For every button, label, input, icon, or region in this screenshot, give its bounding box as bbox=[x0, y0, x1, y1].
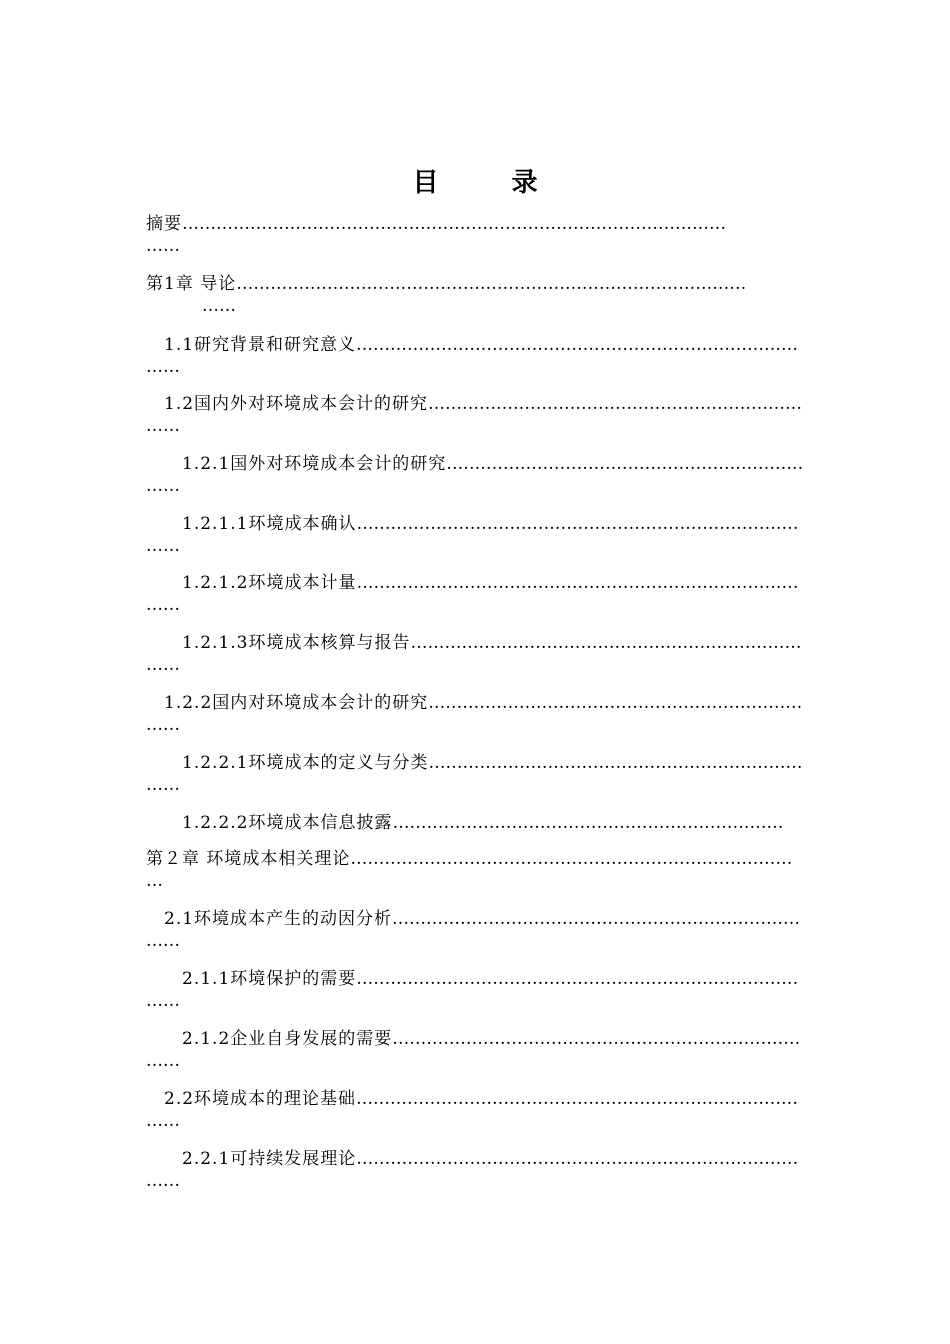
toc-leader-dots: ………………………………………………………… bbox=[428, 693, 803, 713]
toc-entry-1-2-2[interactable] bbox=[146, 692, 806, 736]
toc-leader-dots: …………………………………………………………… bbox=[392, 813, 784, 833]
toc-entry-label: 1.2.1.2环境成本计量 bbox=[182, 573, 357, 593]
toc-entry-2-1-2[interactable] bbox=[146, 1028, 806, 1072]
toc-leader-dots-continued: …… bbox=[146, 715, 180, 735]
toc-entry-1-2-1-1[interactable] bbox=[146, 513, 806, 557]
toc-entry-2-2-1[interactable] bbox=[146, 1148, 806, 1192]
toc-entry-2-2[interactable] bbox=[146, 1088, 806, 1132]
toc-entry-1-2-1-2[interactable] bbox=[146, 572, 806, 616]
toc-leader-dots: …………………………………………………………………… bbox=[356, 1089, 799, 1109]
toc-leader-dots-continued: …… bbox=[146, 476, 180, 496]
toc-leader-dots: ………………………………………………………… bbox=[428, 753, 803, 773]
toc-entry-label: 1.2.2.1环境成本的定义与分类 bbox=[182, 753, 429, 773]
toc-entry-1-1[interactable] bbox=[146, 334, 806, 378]
toc-leader-dots-continued: …… bbox=[146, 931, 180, 951]
toc-entry-label: 1.2国内外对环境成本会计的研究 bbox=[164, 394, 429, 414]
toc-leader-dots: ……………………………………………………… bbox=[446, 454, 804, 474]
toc-entry-abstract[interactable] bbox=[146, 213, 806, 257]
toc-leader-dots-continued: …… bbox=[146, 536, 180, 556]
toc-leader-dots-continued: …… bbox=[146, 991, 180, 1011]
toc-entry-label: 第２章 环境成本相关理论 bbox=[146, 849, 351, 869]
toc-entry-1-2[interactable] bbox=[146, 393, 806, 437]
toc-leader-dots-continued: …… bbox=[146, 416, 180, 436]
toc-entry-chapter-1[interactable] bbox=[146, 273, 806, 317]
toc-leader-dots: …………………………………………………………………… bbox=[356, 335, 799, 355]
page-title: 目 录 bbox=[412, 168, 570, 198]
toc-leader-dots-continued: …… bbox=[146, 775, 180, 795]
toc-leader-dots-continued: …… bbox=[146, 357, 180, 377]
toc-entry-label: 1.2.2国内对环境成本会计的研究 bbox=[164, 693, 429, 713]
toc-leader-dots-continued: …… bbox=[146, 1171, 180, 1191]
toc-entry-label: 2.2环境成本的理论基础 bbox=[164, 1089, 357, 1109]
toc-leader-dots: …………………………………………………………………… bbox=[350, 849, 793, 869]
toc-entry-label: 2.2.1可持续发展理论 bbox=[182, 1149, 357, 1169]
toc-entry-chapter-2[interactable] bbox=[146, 848, 806, 892]
toc-leader-dots: …………………………………………………………………… bbox=[356, 514, 799, 534]
toc-leader-dots-continued: … bbox=[146, 871, 163, 891]
toc-entry-label: 2.1.1环境保护的需要 bbox=[182, 969, 357, 989]
toc-entry-label: 1.2.2.2环境成本信息披露 bbox=[182, 813, 393, 833]
toc-leader-dots: …………………………………………………………………… bbox=[356, 969, 799, 989]
toc-leader-dots: …………………………………………………………………… bbox=[356, 573, 799, 593]
toc-leader-dots: ……………………………………………………………… bbox=[392, 909, 801, 929]
toc-leader-dots: …………………………………………………………………… bbox=[356, 1149, 799, 1169]
toc-entry-label: 2.1环境成本产生的动因分析 bbox=[164, 909, 393, 929]
toc-entry-label: 1.2.1.3环境成本核算与报告 bbox=[182, 633, 411, 653]
toc-entry-1-2-2-1[interactable] bbox=[146, 752, 806, 796]
toc-entry-label: 1.2.1国外对环境成本会计的研究 bbox=[182, 454, 447, 474]
toc-entry-label: 2.1.2企业自身发展的需要 bbox=[182, 1029, 393, 1049]
toc-entry-label: 1.2.1.1环境成本确认 bbox=[182, 514, 357, 534]
toc-leader-dots-continued: …… bbox=[146, 236, 180, 256]
toc-leader-dots: …………………………………………………………… bbox=[410, 633, 802, 653]
toc-leader-dots: ………………………………………………………… bbox=[428, 394, 803, 414]
toc-entry-label: 第1章 导论 bbox=[146, 274, 237, 294]
toc-entry-1-2-2-2[interactable] bbox=[146, 812, 806, 834]
toc-leader-dots: …………………………………………………………………………………… bbox=[182, 214, 726, 234]
toc-leader-dots: ……………………………………………………………… bbox=[392, 1029, 801, 1049]
toc-leader-dots-continued: …… bbox=[146, 1051, 180, 1071]
toc-entry-2-1-1[interactable] bbox=[146, 968, 806, 1012]
toc-entry-1-2-1-3[interactable] bbox=[146, 632, 806, 676]
toc-entry-2-1[interactable] bbox=[146, 908, 806, 952]
toc-entry-1-2-1[interactable] bbox=[146, 453, 806, 497]
toc-entry-label: 摘要 bbox=[146, 214, 182, 234]
toc-leader-dots: ……………………………………………………………………………… bbox=[236, 274, 747, 294]
toc-leader-dots-continued: …… bbox=[202, 296, 236, 316]
toc-entry-label: 1.1研究背景和研究意义 bbox=[164, 335, 357, 355]
toc-leader-dots-continued: …… bbox=[146, 655, 180, 675]
toc-leader-dots-continued: …… bbox=[146, 595, 180, 615]
toc-leader-dots-continued: …… bbox=[146, 1111, 180, 1131]
